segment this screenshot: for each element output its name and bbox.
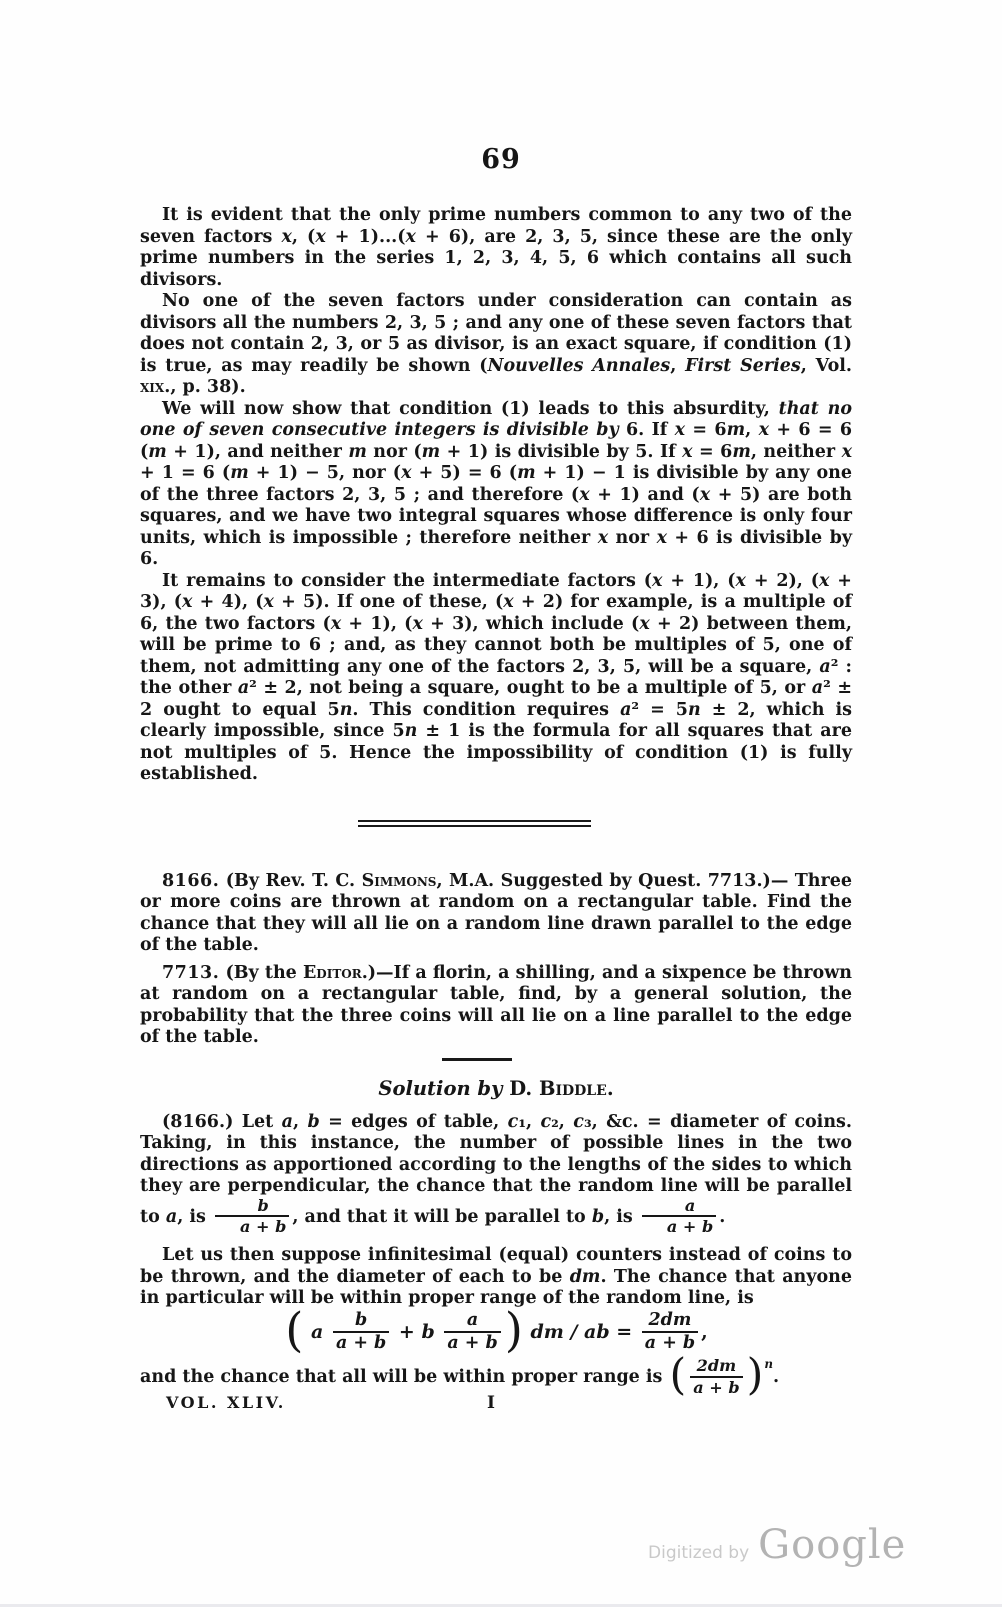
- paragraph-absurdity: We will now show that condition (1) leads to this absurdity, that no one of seven consecutive integers is divisible by 6. If x = 6m, x + 6 = 6 (m + 1), and neither m nor (m + 1) is divisible by 5. If x = 6m, neither x + 1 = 6 (m + 1) − 5, nor (x + 5) = 6 (m + 1) − 1 is divisible by any one of the three factors 2, 3, 5 ; and therefore (x + 1) and (x + 5) are both squares, and we have two integral squares whose difference is only four units, which is impossible ; therefore neither x nor x + 6 is divisible by 6.: [140, 398, 853, 569]
- paragraph-prime-factors: It is evident that the only prime numbers common to any two of the seven factors x, (x + 1)...(x + 6), are 2, 3, 5, since these are the only prime numbers in the series 1, 2, 3, 4, 5, 6 which contains all such divisors.: [140, 205, 852, 290]
- footer-volume: VOL. XLIV.: [166, 1393, 286, 1412]
- solution-paragraph-edges: (8166.) Let a, b = edges of table, c₁, c₂, c₃, &c. = diameter of coins. Taking, in this instance, the number of possible lines in the two directions as apportioned according to the lengths of the sides to which they are perpendicular, the chance that the random line will be parallel to a, is $\frac{b}{a + b}$ , and that it will be parallel to b, is $\frac{a}{a + b}$ .: [140, 1111, 852, 1237]
- fraction: $\frac{b}{a + b}$: [215, 1197, 289, 1236]
- section-divider-double-rule: [358, 820, 591, 827]
- fraction: $\frac{b}{a + b}$: [333, 1311, 389, 1353]
- question-8166: 8166. (By Rev. T. C. Simmons, M.A. Suggested by Quest. 7713.)— Three or more coins are thrown at random on a rectangular table. Find the chance that they will all lie on a random line drawn parallel to the edge of the table.: [140, 870, 853, 955]
- solution-heading: Solution by D. Biddle.: [378, 1076, 614, 1100]
- fraction: $\frac{2dm}{a + b}$: [690, 1357, 742, 1396]
- closing-line: and the chance that all will be within proper range is ( $\frac{2dm}{a + b}$ )$^n$.: [140, 1349, 780, 1400]
- footer-signature-mark: I: [487, 1393, 496, 1413]
- display-formula: ( a $\frac{b}{a + b}$ + b $\frac{a}{a + b}$ ) dm / ab = $\frac{2dm}{a + b}$ ,: [285, 1302, 708, 1357]
- watermark-prefix: Digitized by: [648, 1543, 750, 1563]
- google-logo: Google: [758, 1522, 907, 1568]
- fraction: $\frac{a}{a + b}$: [642, 1197, 716, 1236]
- paragraph-divisors: No one of the seven factors under consideration can contain as divisors all the numbers 2, 3, 5 ; and any one of these seven factors that does not contain 2, 3, or 5 as divisor, is an exact square, if condition (1) is true, as may readily be shown (Nouvelles Annales, First Series, Vol. xix., p. 38).: [140, 291, 853, 397]
- google-watermark: [648, 1522, 906, 1568]
- solution-paragraph-counters: Let us then suppose infinitesimal (equal) counters instead of coins to be thrown, and the diameter of each to be dm. The chance that anyone in particular will be within proper range of the random line, is: [140, 1245, 852, 1309]
- page-number: 69: [481, 144, 521, 175]
- paragraph-intermediate-factors: It remains to consider the intermediate factors (x + 1), (x + 2), (x + 3), (x + 4), (x + 5). If one of these, (x + 2) for example, is a multiple of 6, the two factors (x + 1), (x + 3), which include (x + 2) between them, will be prime to 6 ; and, as they cannot both be multiples of 5, one of them, not admitting any one of the factors 2, 3, 5, will be a square, a² : the other a² ± 2, not being a square, ought to be a multiple of 5, or a² ± 2 ought to equal 5n. This condition requires a² = 5n ± 2, which is clearly impossible, since 5n ± 1 is the formula for all squares that are not multiples of 5. Hence the impossibility of condition (1) is fully established.: [140, 570, 853, 784]
- question-divider-rule: [442, 1058, 512, 1061]
- text-column: [140, 205, 853, 1400]
- question-7713: 7713. (By the Editor.)—If a florin, a shilling, and a sixpence be thrown at random on a rectangular table, find, by a general solution, the probability that the three coins will all lie on a line parallel to the edge of the table.: [140, 962, 852, 1047]
- fraction: $\frac{2dm}{a + b}$: [642, 1311, 698, 1353]
- fraction: $\frac{a}{a + b}$: [444, 1311, 500, 1353]
